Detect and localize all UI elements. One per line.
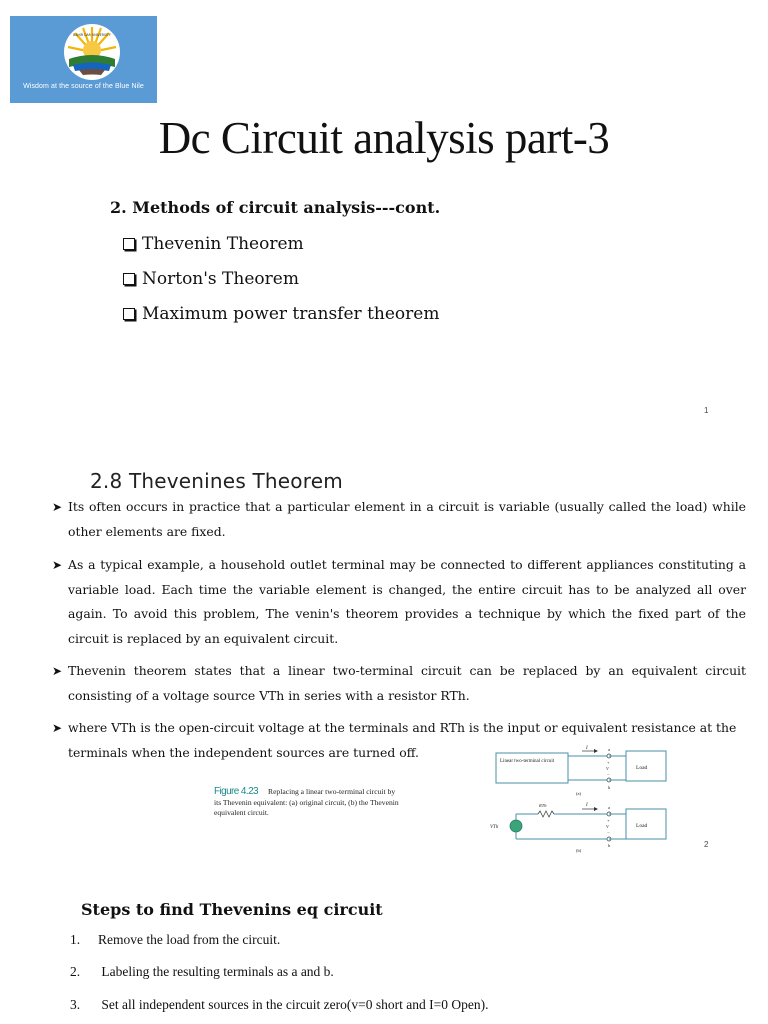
current-label: I: [586, 803, 588, 808]
steps-heading: Steps to find Thevenins eq circuit: [81, 900, 383, 919]
checkbox-bullet-icon: [123, 308, 135, 320]
figure-number: Figure 4.23: [214, 786, 258, 797]
step-number: 2.: [70, 964, 81, 979]
load-label: Load: [636, 823, 648, 829]
minus-label: −: [607, 830, 610, 835]
step-number: 3.: [70, 997, 81, 1012]
bullet-item: [123, 302, 439, 326]
terminal-a-label: a: [608, 805, 610, 810]
step-text: Labeling the resulting terminals as a and b.: [98, 964, 334, 979]
figure-caption-text: Replacing a linear two-terminal circuit by its Thevenin equivalent: (a) original circuit, (b) the Thevenin equivalent circuit.: [214, 787, 399, 817]
page-number: 1: [704, 406, 709, 415]
paragraph-text: As a typical example, a household outlet terminal may be connected to different appliances constituting a variable load. Each time the variable element is changed, the entire circuit has to be analyzed all over again. To avoid this problem, The venin's theorem provides a technique by which the fixed part of the circuit is replaced by an equivalent circuit.: [68, 557, 746, 646]
part-a-label: (a): [576, 791, 581, 796]
logo-motto: Wisdom at the source of the Blue Nile: [23, 83, 144, 90]
step-number: 1.: [70, 932, 81, 947]
paragraph: [52, 659, 746, 708]
page-title: Dc Circuit analysis part-3: [158, 113, 610, 163]
terminal-b-label: b: [608, 785, 611, 790]
page-number: 2: [704, 840, 709, 849]
linear-box-label: Linear two-terminal circuit: [500, 759, 555, 764]
rth-label: RTh: [539, 803, 547, 808]
part-b-label: (b): [576, 848, 582, 853]
step-text: Remove the load from the circuit.: [98, 932, 281, 947]
voltage-label: V: [606, 766, 609, 771]
list-item: [70, 964, 334, 980]
terminal-a-label: a: [608, 747, 610, 752]
list-item: [70, 997, 489, 1013]
paragraph: [52, 553, 746, 651]
university-seal-icon: [63, 23, 121, 81]
arrow-bullet-icon: ➤: [52, 721, 63, 735]
minus-label: −: [607, 772, 610, 777]
arrow-bullet-icon: ➤: [52, 558, 63, 572]
checkbox-bullet-icon: [123, 273, 135, 285]
checkbox-bullet-icon: [123, 238, 135, 250]
paragraph-text: where VTh is the open-circuit voltage at the terminals and RTh is the input or equivalent resistance at the terminals when the independent sources are turned off.: [68, 720, 737, 760]
step-text: Set all independent sources in the circuit zero(v=0 short and I=0 Open).: [98, 997, 489, 1012]
seal-text: BAHIR DAR UNIVERSITY: [73, 33, 111, 37]
list-item: [70, 932, 280, 948]
plus-label: +: [607, 760, 610, 765]
methods-heading: 2. Methods of circuit analysis---cont.: [110, 198, 441, 217]
university-logo: [10, 16, 157, 103]
vth-label: VTh: [490, 825, 499, 830]
bullet-label: Thevenin Theorem: [142, 234, 304, 254]
paragraph: [52, 495, 746, 544]
bullet-item: [123, 232, 304, 256]
bullet-item: [123, 267, 299, 291]
arrow-bullet-icon: ➤: [52, 500, 63, 514]
terminal-b-label: b: [608, 843, 611, 848]
plus-label: +: [607, 818, 610, 823]
arrow-bullet-icon: ➤: [52, 664, 63, 678]
bullet-label: Norton's Theorem: [142, 269, 299, 289]
voltage-label: V: [606, 824, 609, 829]
paragraph-text: Thevenin theorem states that a linear two-terminal circuit can be replaced by an equivalent circuit consisting of a voltage source VTh in series with a resistor RTh.: [68, 663, 746, 703]
figure-caption: [214, 787, 404, 819]
paragraph-text: Its often occurs in practice that a particular element in a circuit is variable (usually called the load) while other elements are fixed.: [68, 499, 746, 539]
section-heading: 2.8 Thevenines Theorem: [90, 469, 343, 493]
thevenin-figure-diagram: [482, 741, 682, 853]
current-label: I: [586, 746, 588, 751]
load-label: Load: [636, 765, 648, 771]
bullet-label: Maximum power transfer theorem: [142, 304, 440, 324]
